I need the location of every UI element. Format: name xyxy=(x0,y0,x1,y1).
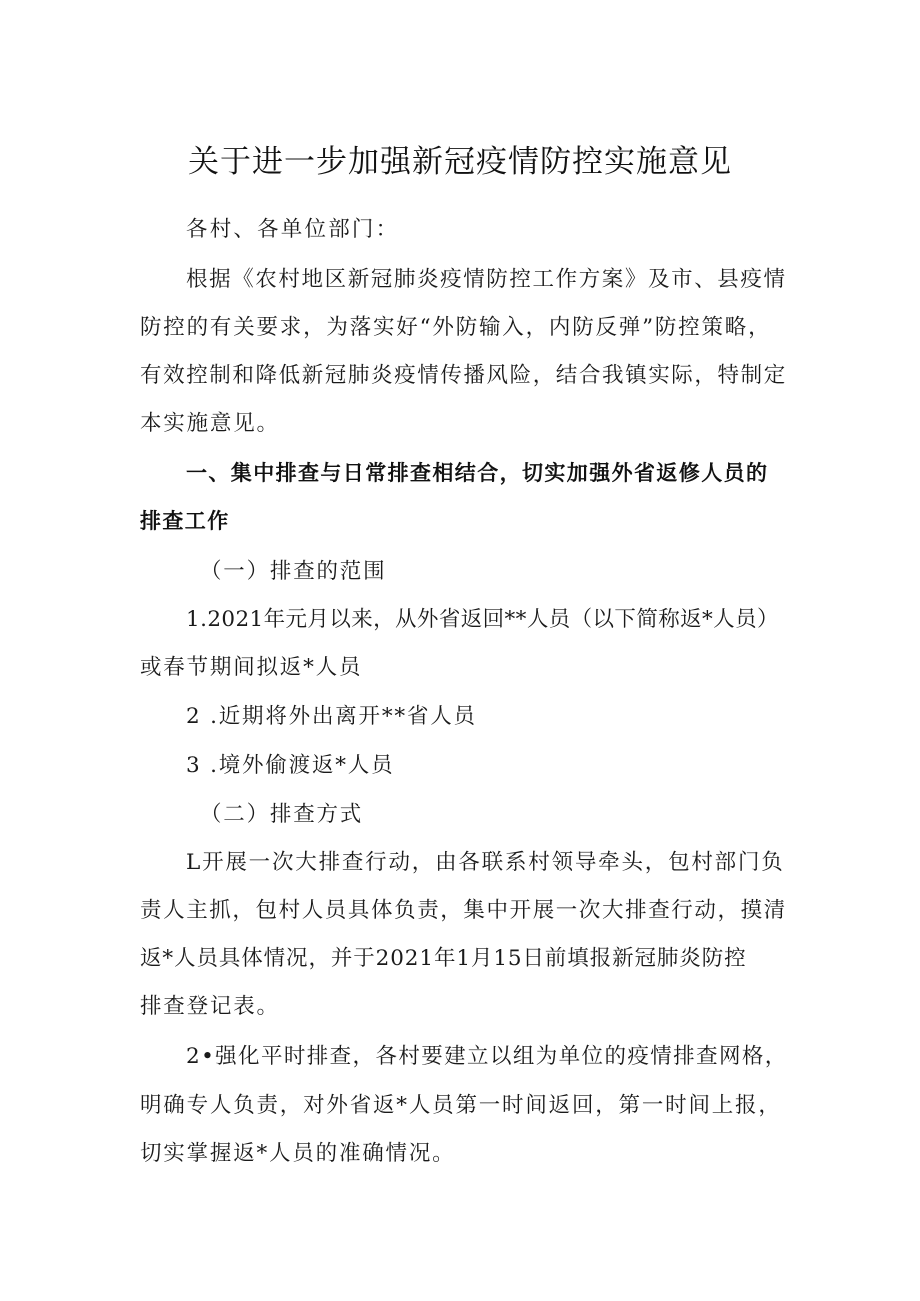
document-title: 关于进一步加强新冠疫情防控实施意见 xyxy=(188,144,732,180)
salutation: 各村、各单位部门： xyxy=(186,217,400,242)
method-item-1-line-2: 责人主抓，包村人员具体负责，集中开展一次大排查行动，摸清 xyxy=(140,898,787,923)
intro-line-4: 本实施意见。 xyxy=(140,411,280,436)
method-item-1-line-1: L开展一次大排查行动，由各联系村领导牵头，包村部门负 xyxy=(186,850,785,875)
method-item-1-line-4: 排查登记表。 xyxy=(140,994,280,1019)
scope-item-2: 2 .近期将外出离开**省人员 xyxy=(186,704,477,729)
method-item-1-line-3: 返*人员具体情况，并于2021年1月15日前填报新冠肺炎防控 xyxy=(140,946,747,971)
method-item-2-line-2: 明确专人负责，对外省返*人员第一时间返回，第一时间上报， xyxy=(140,1093,782,1118)
scope-item-1-line-1: 1.2021年元月以来，从外省返回**人员（以下简称返*人员） xyxy=(186,607,779,632)
scope-item-1-line-2: 或春节期间拟返*人员 xyxy=(140,655,363,680)
subsection-title-scope: （一）排查的范围 xyxy=(200,559,387,584)
intro-line-1: 根据《农村地区新冠肺炎疫情防控工作方案》及市、县疫情 xyxy=(186,267,787,292)
method-item-2-line-3: 切实掌握返*人员的准确情况。 xyxy=(140,1141,456,1166)
intro-line-3: 有效控制和降低新冠肺炎疫情传播风险，结合我镇实际，特制定 xyxy=(140,363,787,388)
method-item-2-line-1: 2•强化平时排查，各村要建立以组为单位的疫情排查网格， xyxy=(186,1044,788,1069)
scope-item-3: 3 .境外偷渡返*人员 xyxy=(186,753,395,778)
section-heading-line-1: 一、集中排查与日常排查相结合，切实加强外省返修人员的 xyxy=(186,461,769,485)
intro-line-2: 防控的有关要求，为落实好“外防输入，内防反弹”防控策略， xyxy=(140,315,772,340)
section-heading-line-2: 排查工作 xyxy=(140,509,230,533)
subsection-title-method: （二）排查方式 xyxy=(200,802,364,827)
